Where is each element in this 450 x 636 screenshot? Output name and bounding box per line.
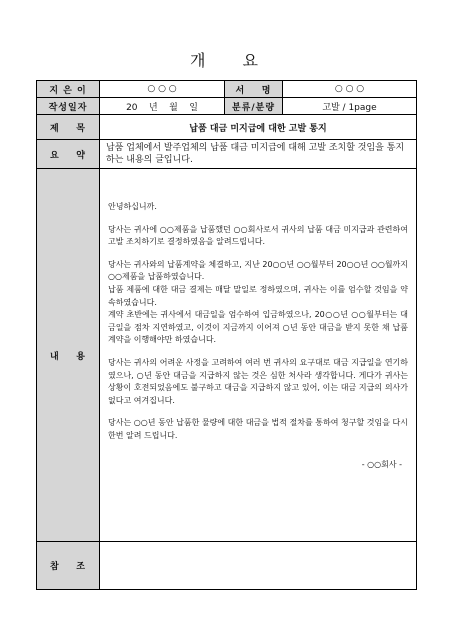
signature-value: ○ ○ ○ xyxy=(283,81,417,98)
page-title-char-2: 요 xyxy=(242,51,261,70)
date-row xyxy=(37,98,417,115)
author-row xyxy=(37,81,417,98)
subject-row xyxy=(37,115,417,140)
body-paragraph: 당사는 귀사에 ○○제품을 납품했던 ○○회사로서 귀사의 납품 대금 미지급과 관련하여 고발 조치하기로 결정하였음을 알려드립니다. xyxy=(108,224,408,247)
body-content xyxy=(100,169,417,542)
body-paragraph: 당사는 귀사와의 납품계약을 체결하고, 지난 20○○년 ○○월부터 20○○년 ○○월까지 ○○제품을 납품하였습니다. xyxy=(108,259,409,282)
body-paragraph-greeting: 안녕하십니까. xyxy=(108,202,157,211)
body-label: 내 용 xyxy=(37,169,100,542)
page-title xyxy=(0,48,450,71)
body-row xyxy=(37,169,417,542)
date-label: 작성일자 xyxy=(37,98,100,115)
page-title-char-1: 개 xyxy=(189,51,208,70)
reference-row xyxy=(37,542,417,590)
body-paragraph: 당사는 ○○년 동안 납품한 물량에 대한 대금을 법적 절차를 통하여 청구할 것임을 다시 한번 알려 드립니다. xyxy=(108,418,408,440)
body-paragraph: 계약 초반에는 귀사에서 대금일을 엄수하여 입금하였으나, 20○○년 ○○월부터는 대금일을 점차 지연하였고, 이것이 지금까지 이어져 ○년 동안 대금을 받지 못한 채 납품 계약을 이행해야만 하였습니다. xyxy=(108,310,408,345)
subject-value: 납품 대금 미지급에 대한 고발 통지 xyxy=(100,115,417,140)
reference-value xyxy=(100,542,417,590)
company-signature: - ○○회사 - xyxy=(361,459,402,469)
category-value: 고발 / 1page xyxy=(283,98,417,115)
subject-label: 제 목 xyxy=(37,115,100,140)
body-paragraph: 납품 제품에 대한 대금 결제는 매달 말일로 정하였으며, 귀사는 이를 엄수할 것임을 약속하였습니다. xyxy=(108,284,408,307)
document-overview-form xyxy=(36,80,417,590)
reference-label: 참 조 xyxy=(37,542,100,590)
category-label: 분류/분량 xyxy=(225,98,283,115)
summary-value: 납품 업체에서 발주업체의 납품 대금 미지급에 대해 고발 조치할 것임을 통지하는 내용의 글입니다. xyxy=(100,140,417,169)
signature-label: 서 명 xyxy=(225,81,283,98)
body-paragraph: 당사는 귀사의 어려운 사정을 고려하여 여러 번 귀사의 요구대로 대금 지급일을 연기하였으나, ○년 동안 대금을 지급하지 않는 것은 심한 처사라 생각합니다. 게다가 귀사는 상황이 호전되었음에도 불구하고 대금을 지급하지 않고 있어, 이는 대금 지급의 의사가 없다고 여겨집니다. xyxy=(108,357,408,405)
date-value: 20 년 월 일 xyxy=(100,98,225,115)
author-value: ○ ○ ○ xyxy=(100,81,225,98)
summary-label: 요 약 xyxy=(37,140,100,169)
summary-row xyxy=(37,140,417,169)
author-label: 지 은 이 xyxy=(37,81,100,98)
